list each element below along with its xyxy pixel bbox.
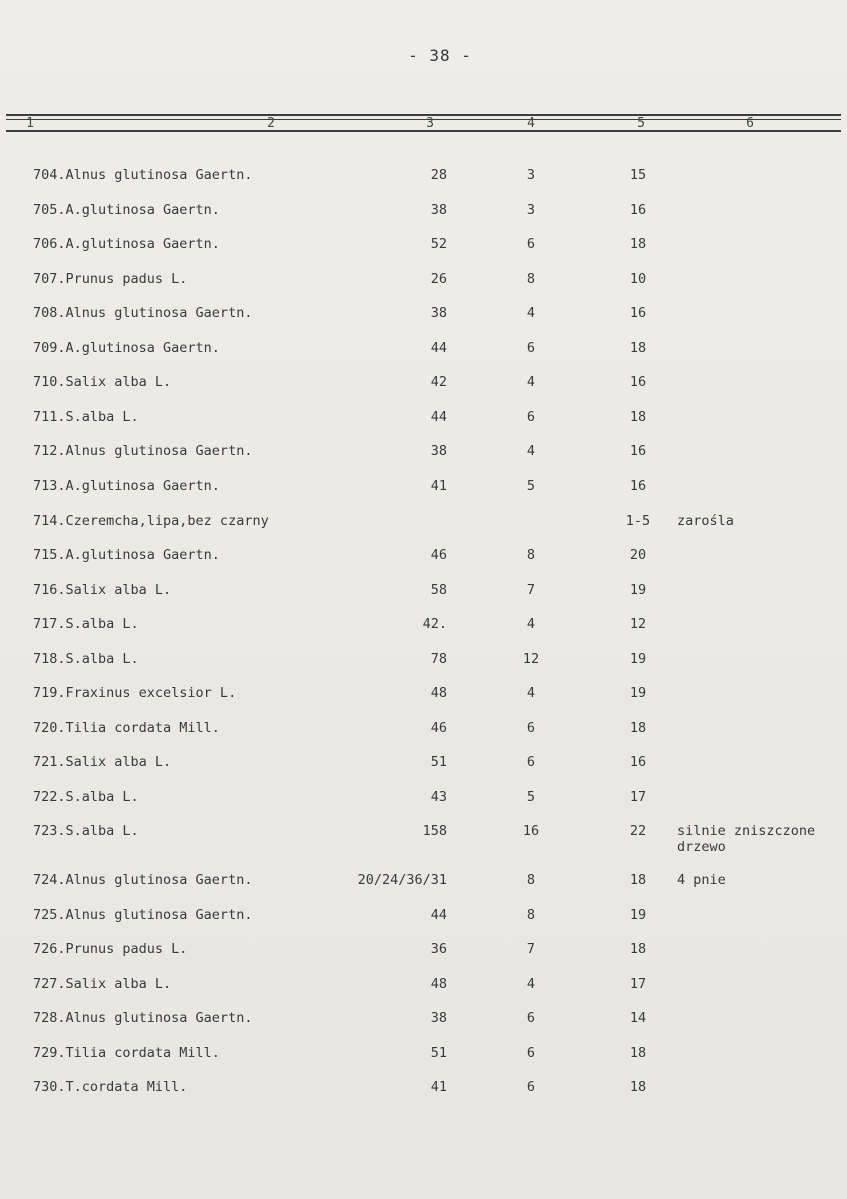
- height-cell: 20: [629, 547, 647, 563]
- column-number-6: 6: [746, 116, 754, 131]
- table-row: [0, 478, 847, 502]
- table-row: [0, 616, 847, 640]
- remarks-cell: silnie zniszczone drzewo: [677, 823, 816, 856]
- tree-name-cell: 723.S.alba L.: [33, 823, 139, 840]
- circumference-cell: 41: [430, 477, 447, 494]
- height-cell: 18: [629, 1044, 647, 1061]
- column-number-3: 3: [426, 116, 434, 131]
- height-cell: 16: [629, 443, 647, 460]
- circumference-cell: 58: [430, 581, 447, 598]
- tree-name-cell: 714.Czeremcha,lipa,bez czarny: [33, 512, 269, 529]
- table-row: [0, 1010, 847, 1034]
- height-cell: 16: [629, 477, 647, 494]
- diameter-cell: 4: [526, 374, 536, 391]
- circumference-cell: 158: [422, 823, 447, 840]
- height-cell: 17: [629, 975, 647, 992]
- diameter-cell: 3: [526, 167, 536, 183]
- circumference-cell: 38: [430, 305, 447, 322]
- tree-name-cell: 709.A.glutinosa Gaertn.: [33, 339, 220, 356]
- tree-name-cell: 712.Alnus glutinosa Gaertn.: [33, 443, 253, 460]
- tree-name-cell: 716.Salix alba L.: [33, 581, 172, 598]
- circumference-cell: 51: [430, 1044, 447, 1061]
- height-cell: 16: [629, 754, 647, 771]
- tree-name-cell: 727.Salix alba L.: [33, 975, 172, 992]
- tree-name-cell: 708.Alnus glutinosa Gaertn.: [33, 305, 253, 322]
- circumference-cell: 51: [430, 754, 447, 771]
- height-cell: 19: [629, 906, 647, 923]
- circumference-cell: 42.: [422, 616, 447, 633]
- height-cell: 19: [629, 685, 647, 702]
- diameter-cell: 4: [526, 975, 536, 992]
- table-row: [0, 789, 847, 813]
- remarks-cell: 4 pnie: [677, 872, 726, 888]
- height-cell: 18: [629, 1079, 647, 1096]
- circumference-cell: 20/24/36/31: [357, 872, 447, 888]
- diameter-cell: 3: [526, 201, 536, 218]
- table-row: [0, 1079, 847, 1103]
- height-cell: 16: [629, 305, 647, 322]
- diameter-cell: 6: [526, 1044, 536, 1061]
- height-cell: 18: [629, 719, 647, 736]
- circumference-cell: 38: [430, 1010, 447, 1027]
- column-number-4: 4: [527, 116, 535, 131]
- table-row: [0, 754, 847, 778]
- tree-name-cell: 725.Alnus glutinosa Gaertn.: [33, 906, 253, 923]
- height-cell: 18: [629, 941, 647, 958]
- circumference-cell: 38: [430, 201, 447, 218]
- column-number-1: 1: [26, 116, 34, 131]
- tree-name-cell: 715.A.glutinosa Gaertn.: [33, 547, 220, 563]
- header-rule-second: [6, 119, 841, 120]
- circumference-cell: 48: [430, 975, 447, 992]
- circumference-cell: 41: [430, 1079, 447, 1096]
- diameter-cell: 5: [526, 788, 536, 805]
- tree-name-cell: 717.S.alba L.: [33, 616, 139, 633]
- circumference-cell: 42: [430, 374, 447, 391]
- table-row: [0, 907, 847, 931]
- height-cell: 12: [629, 616, 647, 633]
- height-cell: 1-5: [625, 512, 651, 529]
- tree-name-cell: 730.T.cordata Mill.: [33, 1079, 188, 1096]
- table-row: [0, 236, 847, 260]
- tree-name-cell: 718.S.alba L.: [33, 650, 139, 667]
- height-cell: 17: [629, 788, 647, 805]
- table-row: [0, 374, 847, 398]
- tree-name-cell: 728.Alnus glutinosa Gaertn.: [33, 1010, 253, 1027]
- table-row: [0, 340, 847, 364]
- diameter-cell: 8: [526, 547, 536, 563]
- circumference-cell: 44: [430, 906, 447, 923]
- diameter-cell: 6: [526, 236, 536, 253]
- header-rule-top: [6, 114, 841, 116]
- table-row: [0, 976, 847, 1000]
- tree-name-cell: 729.Tilia cordata Mill.: [33, 1044, 220, 1061]
- tree-name-cell: 726.Prunus padus L.: [33, 941, 188, 958]
- tree-name-cell: 706.A.glutinosa Gaertn.: [33, 236, 220, 253]
- circumference-cell: 46: [430, 547, 447, 563]
- height-cell: 18: [629, 408, 647, 425]
- table-row: [0, 305, 847, 329]
- height-cell: 18: [629, 339, 647, 356]
- diameter-cell: 6: [526, 1079, 536, 1096]
- tree-name-cell: 722.S.alba L.: [33, 788, 139, 805]
- height-cell: 16: [629, 201, 647, 218]
- circumference-cell: 52: [430, 236, 447, 253]
- circumference-cell: 36: [430, 941, 447, 958]
- tree-name-cell: 713.A.glutinosa Gaertn.: [33, 477, 220, 494]
- table-row: [0, 872, 847, 896]
- circumference-cell: 28: [430, 167, 447, 183]
- height-cell: 16: [629, 374, 647, 391]
- table-row: [0, 443, 847, 467]
- tree-name-cell: 710.Salix alba L.: [33, 374, 172, 391]
- table-row: [0, 941, 847, 965]
- height-cell: 18: [629, 872, 647, 888]
- tree-name-cell: 719.Fraxinus excelsior L.: [33, 685, 237, 702]
- table-row: [0, 167, 847, 191]
- column-number-2: 2: [267, 116, 275, 131]
- circumference-cell: 46: [430, 719, 447, 736]
- height-cell: 18: [629, 236, 647, 253]
- height-cell: 22: [629, 823, 647, 840]
- table-row: [0, 409, 847, 433]
- diameter-cell: 8: [526, 270, 536, 287]
- diameter-cell: 4: [526, 685, 536, 702]
- diameter-cell: 6: [526, 754, 536, 771]
- table-row: [0, 1045, 847, 1069]
- circumference-cell: 78: [430, 650, 447, 667]
- header-rule-bottom: [6, 130, 841, 132]
- diameter-cell: 7: [526, 581, 536, 598]
- circumference-cell: 48: [430, 685, 447, 702]
- height-cell: 19: [629, 581, 647, 598]
- height-cell: 15: [629, 167, 647, 183]
- tree-name-cell: 711.S.alba L.: [33, 408, 139, 425]
- remarks-cell: zarośla: [677, 512, 734, 529]
- tree-name-cell: 724.Alnus glutinosa Gaertn.: [33, 872, 253, 888]
- table-row: [0, 651, 847, 675]
- table-row: [0, 823, 847, 856]
- table-row: [0, 720, 847, 744]
- table-row: [0, 202, 847, 226]
- tree-name-cell: 705.A.glutinosa Gaertn.: [33, 201, 220, 218]
- diameter-cell: 6: [526, 719, 536, 736]
- tree-name-cell: 720.Tilia cordata Mill.: [33, 719, 220, 736]
- height-cell: 19: [629, 650, 647, 667]
- tree-name-cell: 704.Alnus glutinosa Gaertn.: [33, 167, 253, 183]
- diameter-cell: 4: [526, 305, 536, 322]
- column-number-5: 5: [637, 116, 645, 131]
- diameter-cell: 6: [526, 1010, 536, 1027]
- tree-name-cell: 721.Salix alba L.: [33, 754, 172, 771]
- diameter-cell: 8: [526, 872, 536, 888]
- diameter-cell: 8: [526, 906, 536, 923]
- circumference-cell: 26: [430, 270, 447, 287]
- height-cell: 10: [629, 270, 647, 287]
- diameter-cell: 5: [526, 477, 536, 494]
- circumference-cell: 44: [430, 339, 447, 356]
- table-row: [0, 513, 847, 537]
- diameter-cell: 6: [526, 408, 536, 425]
- tree-name-cell: 707.Prunus padus L.: [33, 270, 188, 287]
- diameter-cell: 12: [522, 650, 540, 667]
- diameter-cell: 4: [526, 443, 536, 460]
- circumference-cell: 43: [430, 788, 447, 805]
- height-cell: 14: [629, 1010, 647, 1027]
- table-row: [0, 685, 847, 709]
- diameter-cell: 7: [526, 941, 536, 958]
- diameter-cell: 16: [522, 823, 540, 840]
- table-row: [0, 271, 847, 295]
- circumference-cell: 44: [430, 408, 447, 425]
- diameter-cell: 4: [526, 616, 536, 633]
- table-row: [0, 582, 847, 606]
- page-number: - 38 -: [408, 46, 472, 65]
- diameter-cell: 6: [526, 339, 536, 356]
- table-row: [0, 547, 847, 571]
- circumference-cell: 38: [430, 443, 447, 460]
